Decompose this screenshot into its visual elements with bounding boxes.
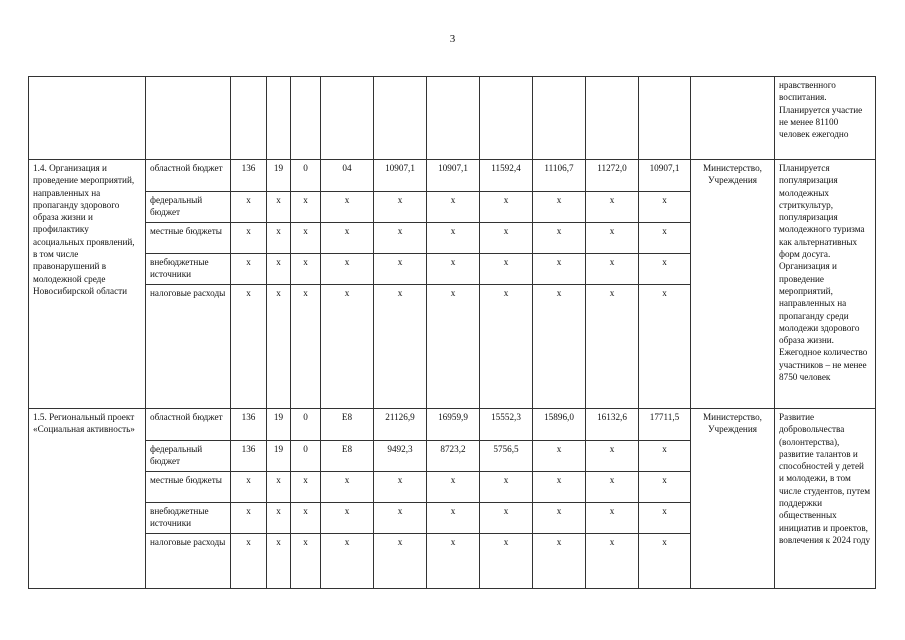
value-cell: x xyxy=(533,254,586,285)
result-cell: Развитие добровольчества (волонтерства), развитие талантов и способностей у детей и молодежи, в том числе студентов, путем поддержки общественных инициатив и проектов, вовлечения к 2024 году xyxy=(775,409,876,589)
value-cell: x xyxy=(533,285,586,409)
value-cell: 15552,3 xyxy=(480,409,533,441)
empty-cell xyxy=(321,77,374,160)
value-cell: x xyxy=(639,285,691,409)
value-cell: x xyxy=(231,192,267,223)
value-cell: x xyxy=(374,192,427,223)
value-cell: 16132,6 xyxy=(586,409,639,441)
value-cell: x xyxy=(480,285,533,409)
value-cell: x xyxy=(586,285,639,409)
value-cell: x xyxy=(427,503,480,534)
value-cell: 0 xyxy=(291,160,321,192)
value-cell: x xyxy=(374,534,427,589)
activity-title: 1.4. Организация и проведение мероприятий, направленных на пропаганду здорового образа жизни и профилактику асоциальных проявлений, в том числе правонарушений в молодежной среде Новосибирской области xyxy=(29,160,146,409)
value-cell: 136 xyxy=(231,441,267,472)
funding-source: федеральный бюджет xyxy=(146,441,231,472)
value-cell: 136 xyxy=(231,409,267,441)
value-cell: x xyxy=(480,254,533,285)
value-cell: x xyxy=(321,472,374,503)
empty-cell xyxy=(586,77,639,160)
table-row xyxy=(29,160,876,192)
value-cell: 0 xyxy=(291,441,321,472)
value-cell: x xyxy=(639,441,691,472)
value-cell: x xyxy=(586,254,639,285)
value-cell: x xyxy=(231,254,267,285)
empty-cell xyxy=(146,77,231,160)
value-cell: x xyxy=(291,192,321,223)
empty-cell xyxy=(639,77,691,160)
value-cell: x xyxy=(639,223,691,254)
value-cell: 11592,4 xyxy=(480,160,533,192)
value-cell: x xyxy=(291,534,321,589)
value-cell: x xyxy=(231,472,267,503)
value-cell: x xyxy=(586,503,639,534)
value-cell: x xyxy=(267,285,291,409)
value-cell: x xyxy=(639,534,691,589)
value-cell: x xyxy=(267,254,291,285)
value-cell: 17711,5 xyxy=(639,409,691,441)
value-cell: x xyxy=(321,285,374,409)
value-cell: x xyxy=(374,223,427,254)
table-row xyxy=(29,409,876,441)
value-cell: x xyxy=(374,472,427,503)
value-cell: x xyxy=(480,472,533,503)
funding-source: областной бюджет xyxy=(146,409,231,441)
value-cell: x xyxy=(374,503,427,534)
funding-source: внебюджетные источники xyxy=(146,254,231,285)
value-cell: x xyxy=(480,192,533,223)
value-cell: Е8 xyxy=(321,441,374,472)
value-cell: x xyxy=(639,503,691,534)
continuation-row xyxy=(29,77,876,160)
value-cell: 21126,9 xyxy=(374,409,427,441)
value-cell: 9492,3 xyxy=(374,441,427,472)
value-cell: x xyxy=(231,503,267,534)
program-activities-table xyxy=(28,76,876,589)
value-cell: x xyxy=(533,223,586,254)
value-cell: x xyxy=(321,192,374,223)
value-cell: 19 xyxy=(267,160,291,192)
value-cell: x xyxy=(231,223,267,254)
value-cell: 04 xyxy=(321,160,374,192)
value-cell: 15896,0 xyxy=(533,409,586,441)
value-cell: x xyxy=(533,534,586,589)
value-cell: 19 xyxy=(267,409,291,441)
value-cell: 136 xyxy=(231,160,267,192)
executor-cell: Министерство, Учреждения xyxy=(691,409,775,589)
value-cell: Е8 xyxy=(321,409,374,441)
funding-source: областной бюджет xyxy=(146,160,231,192)
activity-title: 1.5. Региональный проект «Социальная активность» xyxy=(29,409,146,589)
value-cell: x xyxy=(267,223,291,254)
value-cell: x xyxy=(586,441,639,472)
funding-source: внебюджетные источники xyxy=(146,503,231,534)
value-cell: x xyxy=(427,254,480,285)
value-cell: x xyxy=(427,223,480,254)
empty-cell xyxy=(291,77,321,160)
funding-source: местные бюджеты xyxy=(146,223,231,254)
empty-cell xyxy=(267,77,291,160)
value-cell: 0 xyxy=(291,409,321,441)
value-cell: x xyxy=(480,223,533,254)
value-cell: x xyxy=(374,285,427,409)
value-cell: 10907,1 xyxy=(639,160,691,192)
result-cell: Планируется популяризация молодежных стриткультур, популяризация молодежного туризма как альтернативных форм досуга. Организация и проведение мероприятий, направленных на пропаганду среди молодежи здорового образа жизни. Ежегодное количество участников – не менее 8750 человек xyxy=(775,160,876,409)
value-cell: x xyxy=(586,192,639,223)
value-cell: x xyxy=(480,534,533,589)
value-cell: 8723,2 xyxy=(427,441,480,472)
value-cell: x xyxy=(231,285,267,409)
value-cell: x xyxy=(427,192,480,223)
value-cell: x xyxy=(291,223,321,254)
value-cell: 5756,5 xyxy=(480,441,533,472)
value-cell: x xyxy=(639,192,691,223)
value-cell: 11272,0 xyxy=(586,160,639,192)
value-cell: x xyxy=(374,254,427,285)
value-cell: x xyxy=(533,441,586,472)
value-cell: x xyxy=(231,534,267,589)
empty-cell xyxy=(480,77,533,160)
funding-source: налоговые расходы xyxy=(146,285,231,409)
value-cell: x xyxy=(321,503,374,534)
empty-cell xyxy=(231,77,267,160)
value-cell: x xyxy=(321,534,374,589)
value-cell: x xyxy=(291,503,321,534)
value-cell: 16959,9 xyxy=(427,409,480,441)
funding-source: налоговые расходы xyxy=(146,534,231,589)
value-cell: x xyxy=(586,472,639,503)
value-cell: x xyxy=(586,223,639,254)
value-cell: x xyxy=(427,472,480,503)
value-cell: x xyxy=(427,534,480,589)
empty-cell xyxy=(427,77,480,160)
value-cell: 10907,1 xyxy=(427,160,480,192)
value-cell: x xyxy=(480,503,533,534)
value-cell: x xyxy=(321,223,374,254)
value-cell: x xyxy=(267,534,291,589)
value-cell: 19 xyxy=(267,441,291,472)
value-cell: 10907,1 xyxy=(374,160,427,192)
value-cell: x xyxy=(533,192,586,223)
value-cell: x xyxy=(291,285,321,409)
empty-cell xyxy=(29,77,146,160)
value-cell: x xyxy=(639,472,691,503)
empty-cell xyxy=(691,77,775,160)
value-cell: x xyxy=(586,534,639,589)
funding-source: местные бюджеты xyxy=(146,472,231,503)
result-cell: нравственного воспитания. Планируется участие не менее 81100 человек ежегодно xyxy=(775,77,876,160)
funding-source: федеральный бюджет xyxy=(146,192,231,223)
value-cell: x xyxy=(291,472,321,503)
value-cell: x xyxy=(533,472,586,503)
value-cell: x xyxy=(533,503,586,534)
executor-cell: Министерство, Учреждения xyxy=(691,160,775,409)
value-cell: 11106,7 xyxy=(533,160,586,192)
value-cell: x xyxy=(267,503,291,534)
value-cell: x xyxy=(639,254,691,285)
page-number: 3 xyxy=(449,33,456,45)
value-cell: x xyxy=(321,254,374,285)
empty-cell xyxy=(374,77,427,160)
value-cell: x xyxy=(267,472,291,503)
value-cell: x xyxy=(427,285,480,409)
value-cell: x xyxy=(267,192,291,223)
empty-cell xyxy=(533,77,586,160)
value-cell: x xyxy=(291,254,321,285)
